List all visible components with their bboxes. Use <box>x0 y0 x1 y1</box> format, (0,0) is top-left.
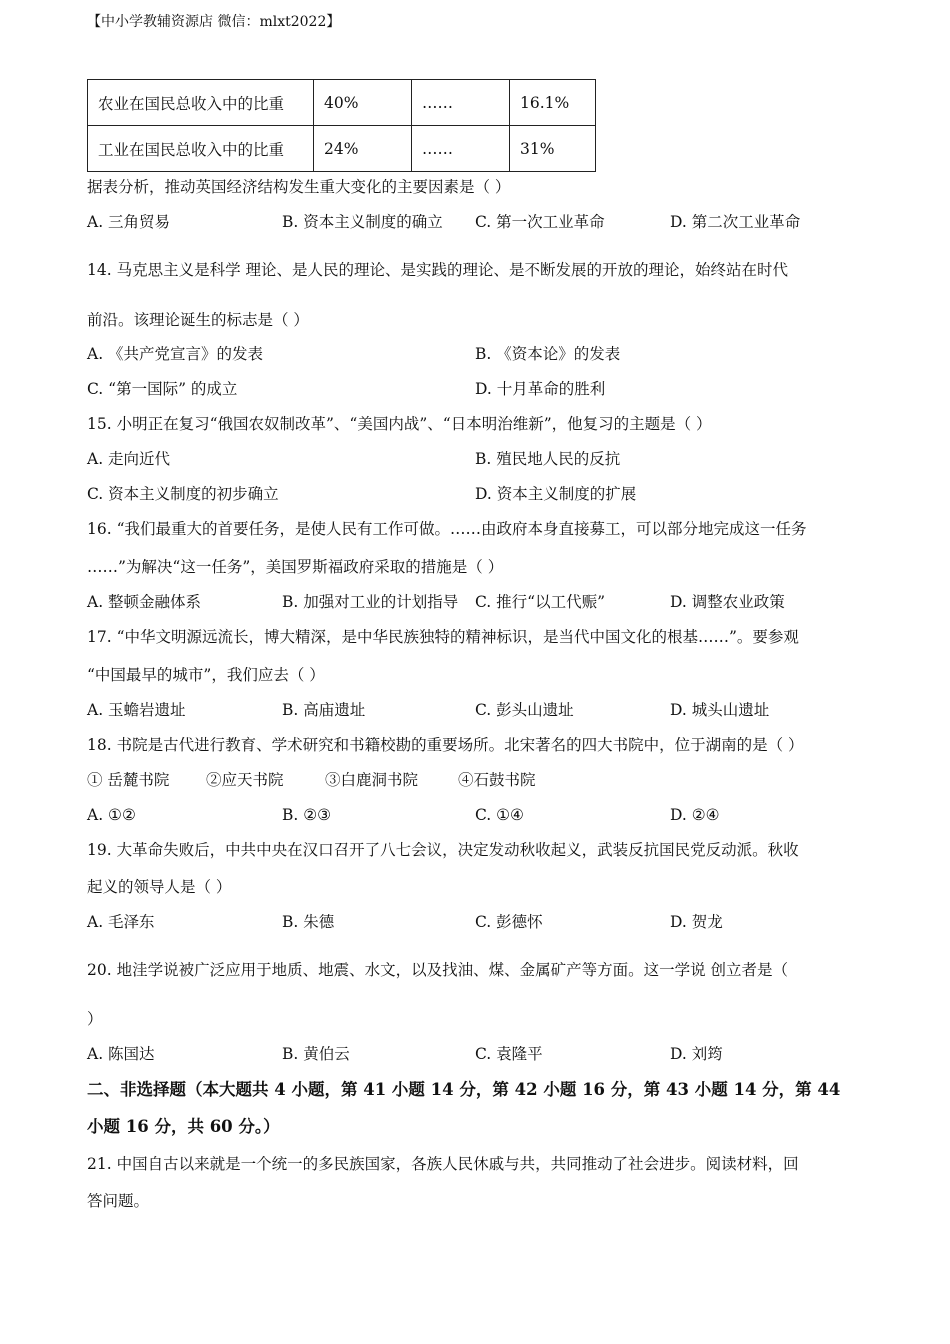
option: C. 彭头山遗址 <box>475 701 574 719</box>
q14-stem: 前沿。该理论诞生的标志是（ ） <box>87 311 309 329</box>
option: D. 第二次工业革命 <box>670 213 801 231</box>
option: B. 加强对工业的计划指导 <box>282 593 459 611</box>
q17-stem: “中国最早的城市”，我们应去（ ） <box>87 666 325 684</box>
option: A. 走向近代 <box>87 450 171 468</box>
q18-item: ④石鼓书院 <box>458 771 536 789</box>
option: D. 刘筠 <box>670 1045 723 1063</box>
q20-stem: ） <box>87 1010 103 1028</box>
option: D. 贺龙 <box>670 913 723 931</box>
option: B. 黄伯云 <box>282 1045 350 1063</box>
option: C. 袁隆平 <box>475 1045 543 1063</box>
option: A. 毛泽东 <box>87 913 155 931</box>
option: C. “第一国际” 的成立 <box>87 380 238 398</box>
q13-stem: 据表分析，推动英国经济结构发生重大变化的主要因素是（ ） <box>87 178 511 196</box>
data-table <box>87 79 596 172</box>
section-heading: 二、非选择题（本大题共 4 小题，第 41 小题 14 分，第 42 小题 16 分，第 43 小题 14 分，第 44 <box>87 1080 841 1099</box>
option: A. ①② <box>87 806 136 824</box>
option: B. 高庙遗址 <box>282 701 366 719</box>
option: D. 调整农业政策 <box>670 593 785 611</box>
option: B. 资本主义制度的确立 <box>282 213 443 231</box>
option: A. 玉蟾岩遗址 <box>87 701 186 719</box>
option: B. ②③ <box>282 806 332 824</box>
option: D. 城头山遗址 <box>670 701 770 719</box>
option: A. 陈国达 <box>87 1045 155 1063</box>
q18-item: ① 岳麓书院 <box>87 771 170 789</box>
q15-stem: 15. 小明正在复习“俄国农奴制改革”、“美国内战”、“日本明治维新”，他复习的主题是（ ） <box>87 415 712 433</box>
q21-stem: 21. 中国自古以来就是一个统一的多民族国家，各族人民休戚与共，共同推动了社会进步。阅读材料，回 <box>87 1155 799 1173</box>
section-heading: 小题 16 分，共 60 分。） <box>87 1117 280 1136</box>
option: B. 朱德 <box>282 913 335 931</box>
q18-stem: 18. 书院是古代进行教育、学术研究和书籍校勘的重要场所。北宋著名的四大书院中，位于湖南的是（ ） <box>87 736 804 754</box>
option: C. 资本主义制度的初步确立 <box>87 485 279 503</box>
option: D. ②④ <box>670 806 720 824</box>
q16-stem: 16. “我们最重大的首要任务，是使人民有工作可做。……由政府本身直接募工，可以部分地完成这一任务 <box>87 520 807 538</box>
q19-stem: 起义的领导人是（ ） <box>87 878 232 896</box>
q16-stem: ……”为解决“这一任务”，美国罗斯福政府采取的措施是（ ） <box>87 558 504 576</box>
q14-stem: 14. 马克思主义是科学 理论、是人民的理论、是实践的理论、是不断发展的开放的理论，始终站在时代 <box>87 261 789 279</box>
option: C. ①④ <box>475 806 524 824</box>
option: B. 《资本论》的发表 <box>475 345 621 363</box>
option: C. 彭德怀 <box>475 913 543 931</box>
q20-stem: 20. 地洼学说被广泛应用于地质、地震、水文，以及找油、煤、金属矿产等方面。这一学说 创立者是（ <box>87 961 789 979</box>
option: A. 《共产党宣言》的发表 <box>87 345 264 363</box>
option: A. 三角贸易 <box>87 213 171 231</box>
option: C. 第一次工业革命 <box>475 213 605 231</box>
q18-item: ③白鹿洞书院 <box>325 771 419 789</box>
table-row: 农业在国民总收入中的比重 40% …… 16.1% <box>88 80 596 126</box>
option: D. 十月革命的胜利 <box>475 380 606 398</box>
header-watermark: 【中小学教辅资源店 微信：mlxt2022】 <box>87 14 341 30</box>
q19-stem: 19. 大革命失败后，中共中央在汉口召开了八七会议，决定发动秋收起义，武装反抗国民党反动派。秋收 <box>87 841 799 859</box>
option: B. 殖民地人民的反抗 <box>475 450 621 468</box>
q17-stem: 17. “中华文明源远流长，博大精深，是中华民族独特的精神标识，是当代中国文化的根基……”。要参观 <box>87 628 799 646</box>
option: C. 推行“以工代赈” <box>475 593 606 611</box>
q18-item: ②应天书院 <box>206 771 284 789</box>
option: D. 资本主义制度的扩展 <box>475 485 637 503</box>
q21-stem: 答问题。 <box>87 1192 150 1210</box>
option: A. 整顿金融体系 <box>87 593 202 611</box>
table-row: 工业在国民总收入中的比重 24% …… 31% <box>88 126 596 172</box>
